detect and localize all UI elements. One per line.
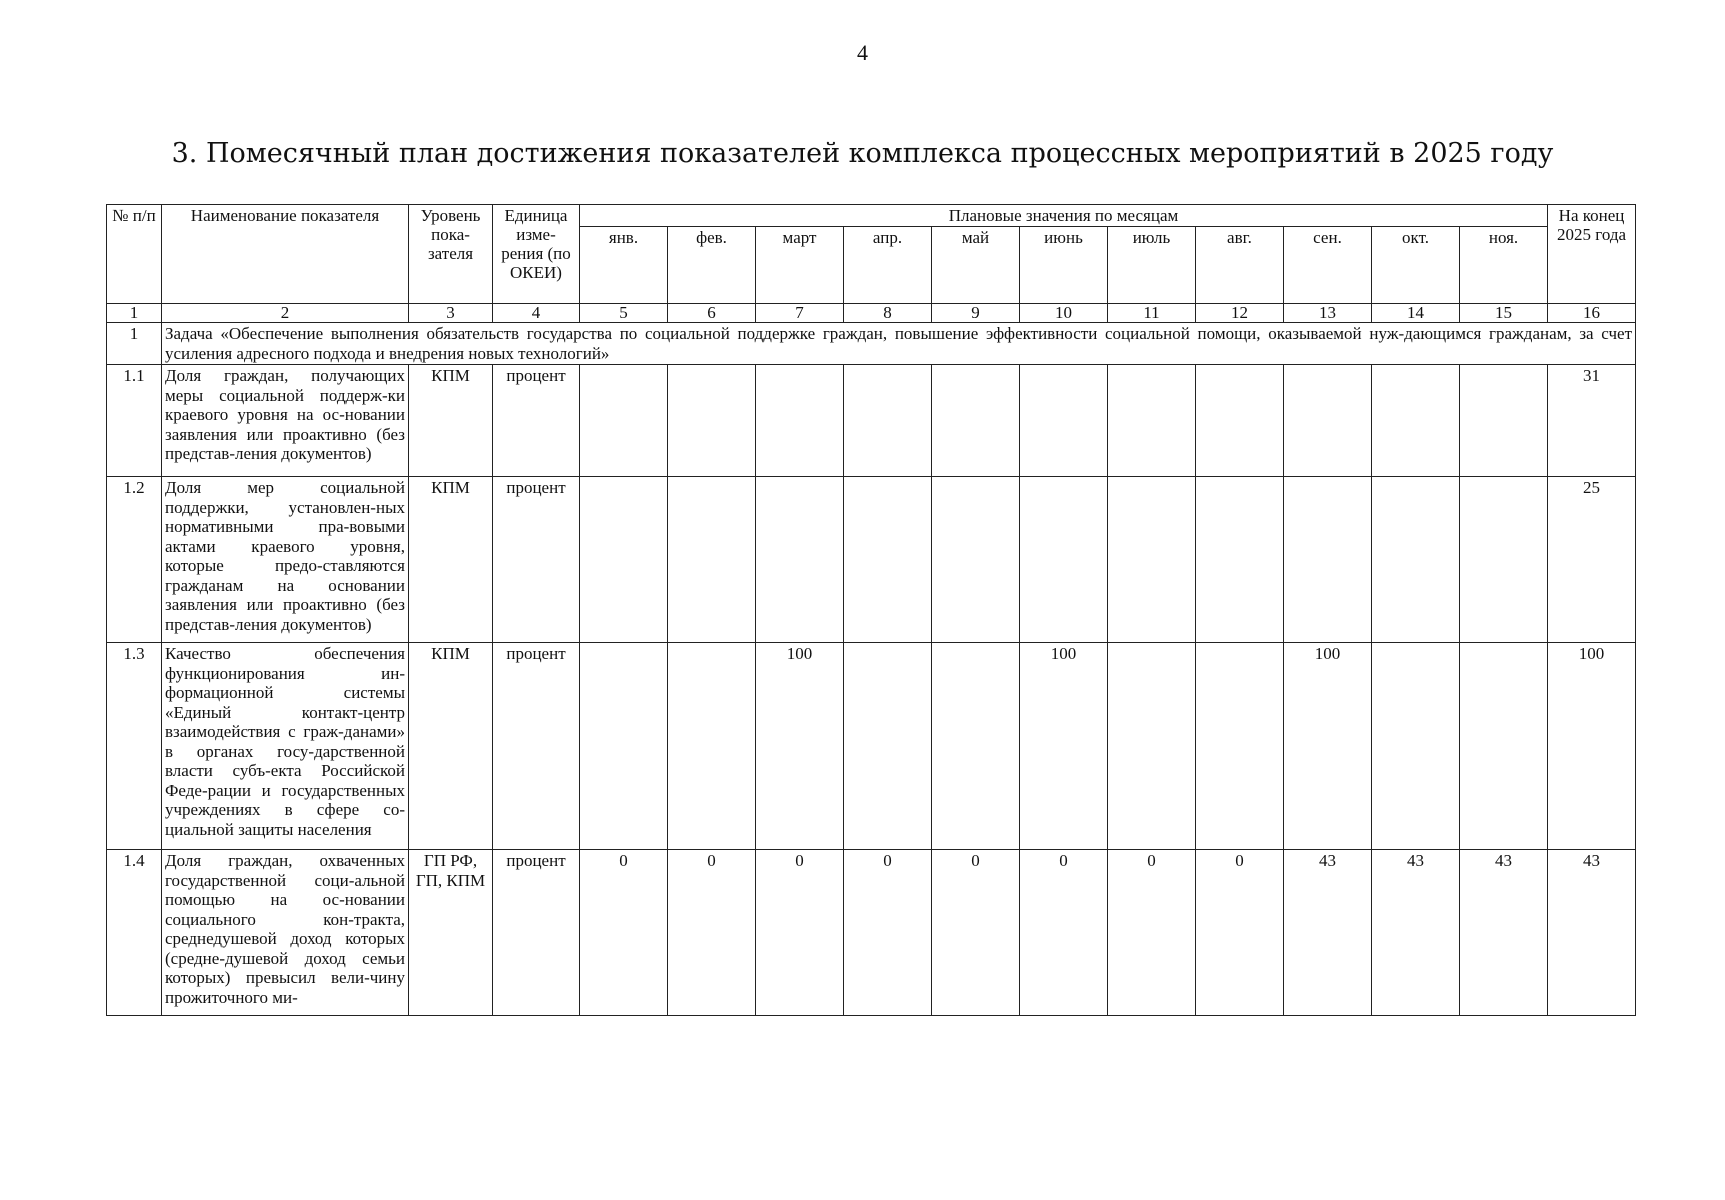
month-header: апр. <box>844 227 932 304</box>
column-number-cell: 2 <box>162 304 409 323</box>
month-value <box>1460 365 1548 477</box>
month-value <box>668 477 756 643</box>
column-number-cell: 16 <box>1548 304 1636 323</box>
column-number-cell: 6 <box>668 304 756 323</box>
month-value <box>1108 477 1196 643</box>
month-header: июль <box>1108 227 1196 304</box>
row-number: 1.3 <box>107 643 162 850</box>
month-header: янв. <box>580 227 668 304</box>
month-header: сен. <box>1284 227 1372 304</box>
indicator-name: Качество обеспечения функционирования ин-формационной системы «Единый контакт-центр взаимодействия с граж-данами» в органах госу-дарственной власти субъ-екта Российской Феде-рации и государственных учреждениях в сфере со-циальной защиты населения <box>162 643 409 850</box>
indicator-level: КПМ <box>409 643 493 850</box>
month-header: фев. <box>668 227 756 304</box>
column-number-cell: 3 <box>409 304 493 323</box>
month-value <box>844 643 932 850</box>
column-number-cell: 10 <box>1020 304 1108 323</box>
month-value: 0 <box>1196 850 1284 1016</box>
month-header: май <box>932 227 1020 304</box>
month-value <box>1196 365 1284 477</box>
month-header: июнь <box>1020 227 1108 304</box>
month-value: 43 <box>1460 850 1548 1016</box>
column-number-cell: 13 <box>1284 304 1372 323</box>
task-row <box>107 323 1636 365</box>
month-value <box>1284 477 1372 643</box>
column-number-cell: 7 <box>756 304 844 323</box>
month-value: 0 <box>932 850 1020 1016</box>
month-value <box>1108 643 1196 850</box>
month-value: 100 <box>756 643 844 850</box>
table-row <box>107 477 1636 643</box>
month-value <box>1020 365 1108 477</box>
table-row <box>107 643 1636 850</box>
month-value <box>668 365 756 477</box>
unit-of-measure: процент <box>493 643 580 850</box>
column-number-cell: 4 <box>493 304 580 323</box>
column-number-cell: 14 <box>1372 304 1460 323</box>
month-value <box>1284 365 1372 477</box>
month-value: 43 <box>1372 850 1460 1016</box>
column-number-cell: 1 <box>107 304 162 323</box>
month-header: окт. <box>1372 227 1460 304</box>
document-title: 3. Помесячный план достижения показателей комплекса процессных мероприятий в 2025 году <box>171 138 1554 169</box>
month-header: авг. <box>1196 227 1284 304</box>
page-number: 4 <box>857 40 868 65</box>
month-value <box>932 643 1020 850</box>
month-value <box>1196 477 1284 643</box>
indicator-name: Доля граждан, получающих меры социальной поддерж-ки краевого уровня на ос-новании заявления или проактивно (без представ-ления документов) <box>162 365 409 477</box>
unit-of-measure: процент <box>493 365 580 477</box>
column-number-row <box>107 304 1636 323</box>
header-year-end: На конец 2025 года <box>1548 205 1636 304</box>
column-number-cell: 12 <box>1196 304 1284 323</box>
month-value: 0 <box>1020 850 1108 1016</box>
year-end-value: 25 <box>1548 477 1636 643</box>
indicator-name: Доля граждан, охваченных государственной соци-альной помощью на ос-новании социального кон-тракта, среднедушевой доход которых (средне-душевой доход семьи которых) превысил вели-чину прожиточного ми- <box>162 850 409 1016</box>
month-value <box>580 643 668 850</box>
month-value <box>668 643 756 850</box>
month-value: 0 <box>756 850 844 1016</box>
row-number: 1.1 <box>107 365 162 477</box>
header-name: Наименование показателя <box>162 205 409 304</box>
month-value <box>1108 365 1196 477</box>
table-row <box>107 365 1636 477</box>
month-value <box>1372 365 1460 477</box>
month-value: 100 <box>1284 643 1372 850</box>
month-value <box>844 477 932 643</box>
month-value <box>932 365 1020 477</box>
month-value: 100 <box>1020 643 1108 850</box>
column-number-cell: 11 <box>1108 304 1196 323</box>
month-header: ноя. <box>1460 227 1548 304</box>
column-number-cell: 15 <box>1460 304 1548 323</box>
row-number: 1.4 <box>107 850 162 1016</box>
header-plan-values: Плановые значения по месяцам <box>580 205 1548 227</box>
year-end-value: 31 <box>1548 365 1636 477</box>
month-value: 43 <box>1284 850 1372 1016</box>
column-number-cell: 9 <box>932 304 1020 323</box>
month-value <box>756 365 844 477</box>
task-number: 1 <box>107 323 162 365</box>
table-row <box>107 850 1636 1016</box>
month-value <box>1372 643 1460 850</box>
task-text: Задача «Обеспечение выполнения обязательств государства по социальной поддержке граждан, повышение эффективности социальной помощи, оказываемой нуж-дающимся гражданам, за счет усиления адресного подхода и внедрения новых технологий» <box>162 323 1636 365</box>
column-number-cell: 8 <box>844 304 932 323</box>
header-num: № п/п <box>107 205 162 304</box>
month-value <box>1196 643 1284 850</box>
month-value <box>756 477 844 643</box>
month-value <box>580 365 668 477</box>
month-value <box>1020 477 1108 643</box>
year-end-value: 100 <box>1548 643 1636 850</box>
month-value <box>580 477 668 643</box>
unit-of-measure: процент <box>493 477 580 643</box>
header-level: Уровень пока-зателя <box>409 205 493 304</box>
month-value: 0 <box>668 850 756 1016</box>
indicator-level: КПМ <box>409 365 493 477</box>
column-number-cell: 5 <box>580 304 668 323</box>
month-value: 0 <box>580 850 668 1016</box>
month-value: 0 <box>844 850 932 1016</box>
unit-of-measure: процент <box>493 850 580 1016</box>
month-value: 0 <box>1108 850 1196 1016</box>
month-value <box>844 365 932 477</box>
indicator-name: Доля мер социальной поддержки, установлен-ных нормативными пра-вовыми актами краевого уровня, которые предо-ставляются гражданам на основании заявления или проактивно (без представ-ления документов) <box>162 477 409 643</box>
month-value <box>1460 477 1548 643</box>
month-value <box>932 477 1020 643</box>
monthly-plan-table <box>106 204 1636 1016</box>
header-row <box>107 205 1636 227</box>
year-end-value: 43 <box>1548 850 1636 1016</box>
month-value <box>1372 477 1460 643</box>
month-value <box>1460 643 1548 850</box>
row-number: 1.2 <box>107 477 162 643</box>
indicator-level: КПМ <box>409 477 493 643</box>
month-header: март <box>756 227 844 304</box>
header-unit: Единица изме-рения (по ОКЕИ) <box>493 205 580 304</box>
indicator-level: ГП РФ, ГП, КПМ <box>409 850 493 1016</box>
